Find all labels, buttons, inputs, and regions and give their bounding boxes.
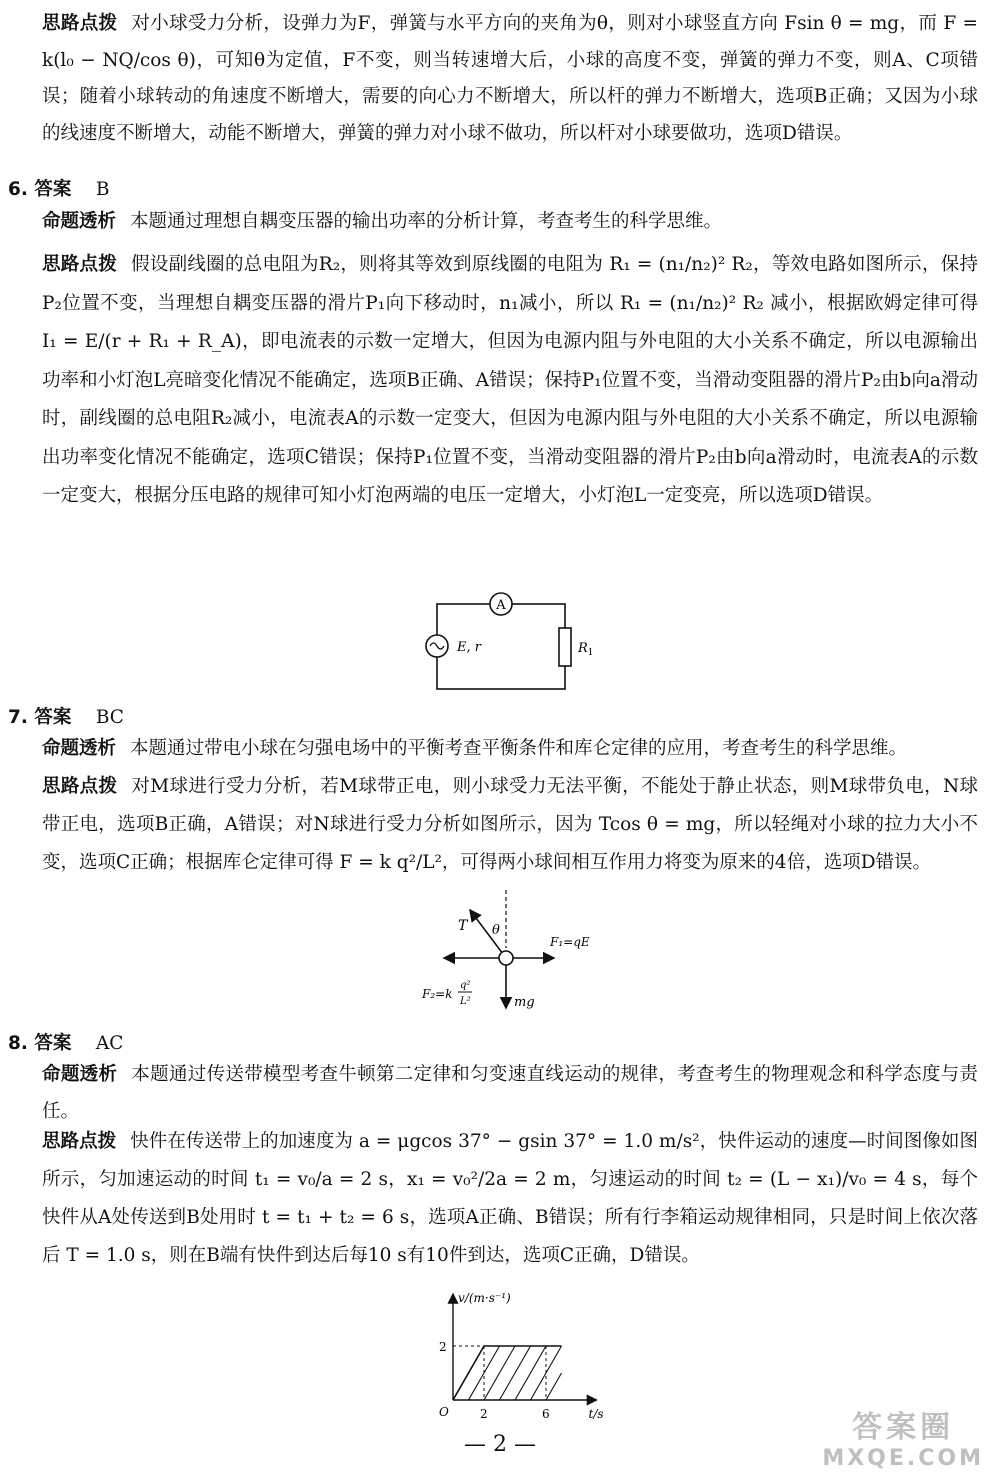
q6-answer-label: 答案 <box>34 179 72 200</box>
coulomb-numerator: q² <box>460 980 471 991</box>
q7-analysis-text: 对M球进行受力分析，若M球带正电，则小球受力无法平衡，不能处于静止状态，则M球带负电，N球带正电，选项B正确，A错误；对N球进行受力分析如图所示，因为 Tcos θ = mg，所以轻绳对小球的拉力大小不变，选项C正确；根据库仑定律可得 F = k q²/L²，可得两小球间相互作用力将变为原来的4倍，选项D错误。 <box>42 776 978 873</box>
q8-answer-label: 答案 <box>34 1033 72 1054</box>
q7-analysis-label: 思路点拨 <box>42 776 118 797</box>
equivalent-circuit-diagram <box>415 590 594 696</box>
watermark-line2: MXQE.COM <box>822 1446 984 1471</box>
hatch-line <box>500 1346 531 1400</box>
q8-analysis-text: 快件在传送带上的加速度为 a = μgcos 37° − gsin 37° = 1.0 m/s²，快件运动的速度—时间图像如图所示，匀加速运动的时间 t₁ = v₀/a = 2 s，x₁ = v₀²/2a = 2 m，匀速运动的时间 t₂ = (L − x₁)/v₀ = 4 s，每个快件从A处传送到B处用时 t = t₁ + t₂ = 6 s，选项A正确、B错误；所有行李箱运动规律相同，只是时间上依次落后 T = 1.0 s，则在B端有快件到达后每10 s有10件到达，选项C正确，D错误。 <box>42 1131 978 1266</box>
q8-analysis <box>42 1123 978 1275</box>
q6-analysis <box>42 246 978 516</box>
origin-label: O <box>439 1405 449 1419</box>
q8-answer <box>8 1030 123 1058</box>
velocity-series-line <box>453 1346 562 1400</box>
q8-answer-value: AC <box>95 1033 124 1054</box>
tension-arrow <box>470 910 506 958</box>
q5-analysis <box>42 6 978 152</box>
q7-intent <box>42 731 978 768</box>
coulomb-denominator: L² <box>460 996 471 1007</box>
ammeter-label: A <box>496 598 506 613</box>
q7-intent-label: 命题透析 <box>42 738 117 759</box>
q7-answer-label: 答案 <box>34 707 72 728</box>
page-number: — 2 — <box>464 1432 536 1457</box>
q8-intent-text: 本题通过传送带模型考查牛顿第二定律和匀变速直线运动的规律，考查考生的物理观念和科学态度与责任。 <box>42 1064 978 1122</box>
angle-label: θ <box>492 923 500 938</box>
q7-number: 7. <box>8 707 28 728</box>
hatch-line <box>515 1346 546 1400</box>
force-diagram <box>410 882 610 1032</box>
q6-answer-value: B <box>95 179 110 200</box>
q6-intent <box>42 204 978 241</box>
site-watermark <box>822 1402 984 1471</box>
x-tick-label: 6 <box>542 1407 550 1421</box>
q5-analysis-text: 对小球受力分析，设弹力为F，弹簧与水平方向的夹角为θ，则对小球竖直方向 Fsin θ = mg，而 F = k(l₀ − NQ/cos θ)，可知θ为定值，F不变，则当转速增大后，小球的高度不变，弹簧的弹力不变，则A、C项错误；随着小球转动的角速度不断增大，需要的向心力不断增大，所以杆的弹力不断增大，选项B正确；又因为小球的线速度不断增大，动能不断增大，弹簧的弹力对小球不做功，所以杆对小球要做功，选项D错误。 <box>42 13 978 144</box>
tension-label: T <box>458 918 468 934</box>
q8-intent-label: 命题透析 <box>42 1064 118 1085</box>
gravity-label: mg <box>514 995 535 1010</box>
q8-analysis-label: 思路点拨 <box>42 1131 117 1152</box>
coulomb-force-label: F₂=k <box>422 987 453 1001</box>
hatch-line <box>484 1346 515 1400</box>
q6-intent-text: 本题通过理想自耦变压器的输出功率的分析计算，考查考生的科学思维。 <box>130 211 723 232</box>
y-tick-label: 2 <box>439 1340 447 1354</box>
q8-intent <box>42 1057 978 1130</box>
x-tick-label: 2 <box>480 1407 488 1421</box>
resistor-label: $R_1$ <box>578 641 594 658</box>
q7-analysis <box>42 768 978 882</box>
watermark-line1: 答案圈 <box>852 1410 955 1445</box>
q6-analysis-label: 思路点拨 <box>42 254 118 275</box>
y-axis-label: v/(m·s⁻¹) <box>458 1291 511 1305</box>
velocity-time-chart <box>405 1288 605 1428</box>
charged-ball <box>499 951 513 965</box>
q6-analysis-text: 假设副线圈的总电阻为R₂，则将其等效到原线圈的电阻为 R₁ = (n₁/n₂)² R₂，等效电路如图所示，保持P₂位置不变，当理想自耦变压器的滑片P₁向下移动时，n₁减小，所以 R₁ = (n₁/n₂)² R₂ 减小，根据欧姆定律可得 I₁ = E/(r + R₁ + R_A)，即电流表的示数一定增大，但因为电源内阻与外电阻的大小关系不确定，所以电源输出功率和小灯泡L亮暗变化情况不能确定，选项B正确、A错误；保持P₁位置不变，当滑动变阻器的滑片P₂由b向a滑动时，副线圈的总电阻R₂减小，电流表A的示数一定变大，但因为电源内阻与外电阻的大小关系不确定，所以电源输出功率变化情况不能确定，选项C错误；保持P₁位置不变，当滑动变阻器的滑片P₂由b向a滑动时，电流表A的示数一定变大，根据分压电路的规律可知小灯泡两端的电压一定增大，小灯泡L一定变亮，所以选项D错误。 <box>42 254 978 506</box>
q7-answer <box>8 704 124 732</box>
q7-answer-value: BC <box>95 707 124 728</box>
q5-analysis-label: 思路点拨 <box>42 13 118 34</box>
q7-intent-text: 本题通过带电小球在匀强电场中的平衡考查平衡条件和库仑定律的应用，考查考生的科学思维。 <box>130 738 908 759</box>
electric-force-label: F₁=qE <box>550 935 590 949</box>
x-axis-label: t/s <box>588 1407 604 1421</box>
q6-number: 6. <box>8 179 28 200</box>
q8-number: 8. <box>8 1033 28 1054</box>
q6-answer <box>8 176 109 204</box>
hatch-line <box>546 1373 562 1400</box>
source-label: E, r <box>457 640 481 655</box>
q6-intent-label: 命题透析 <box>42 211 117 232</box>
resistor-symbol <box>559 628 571 666</box>
